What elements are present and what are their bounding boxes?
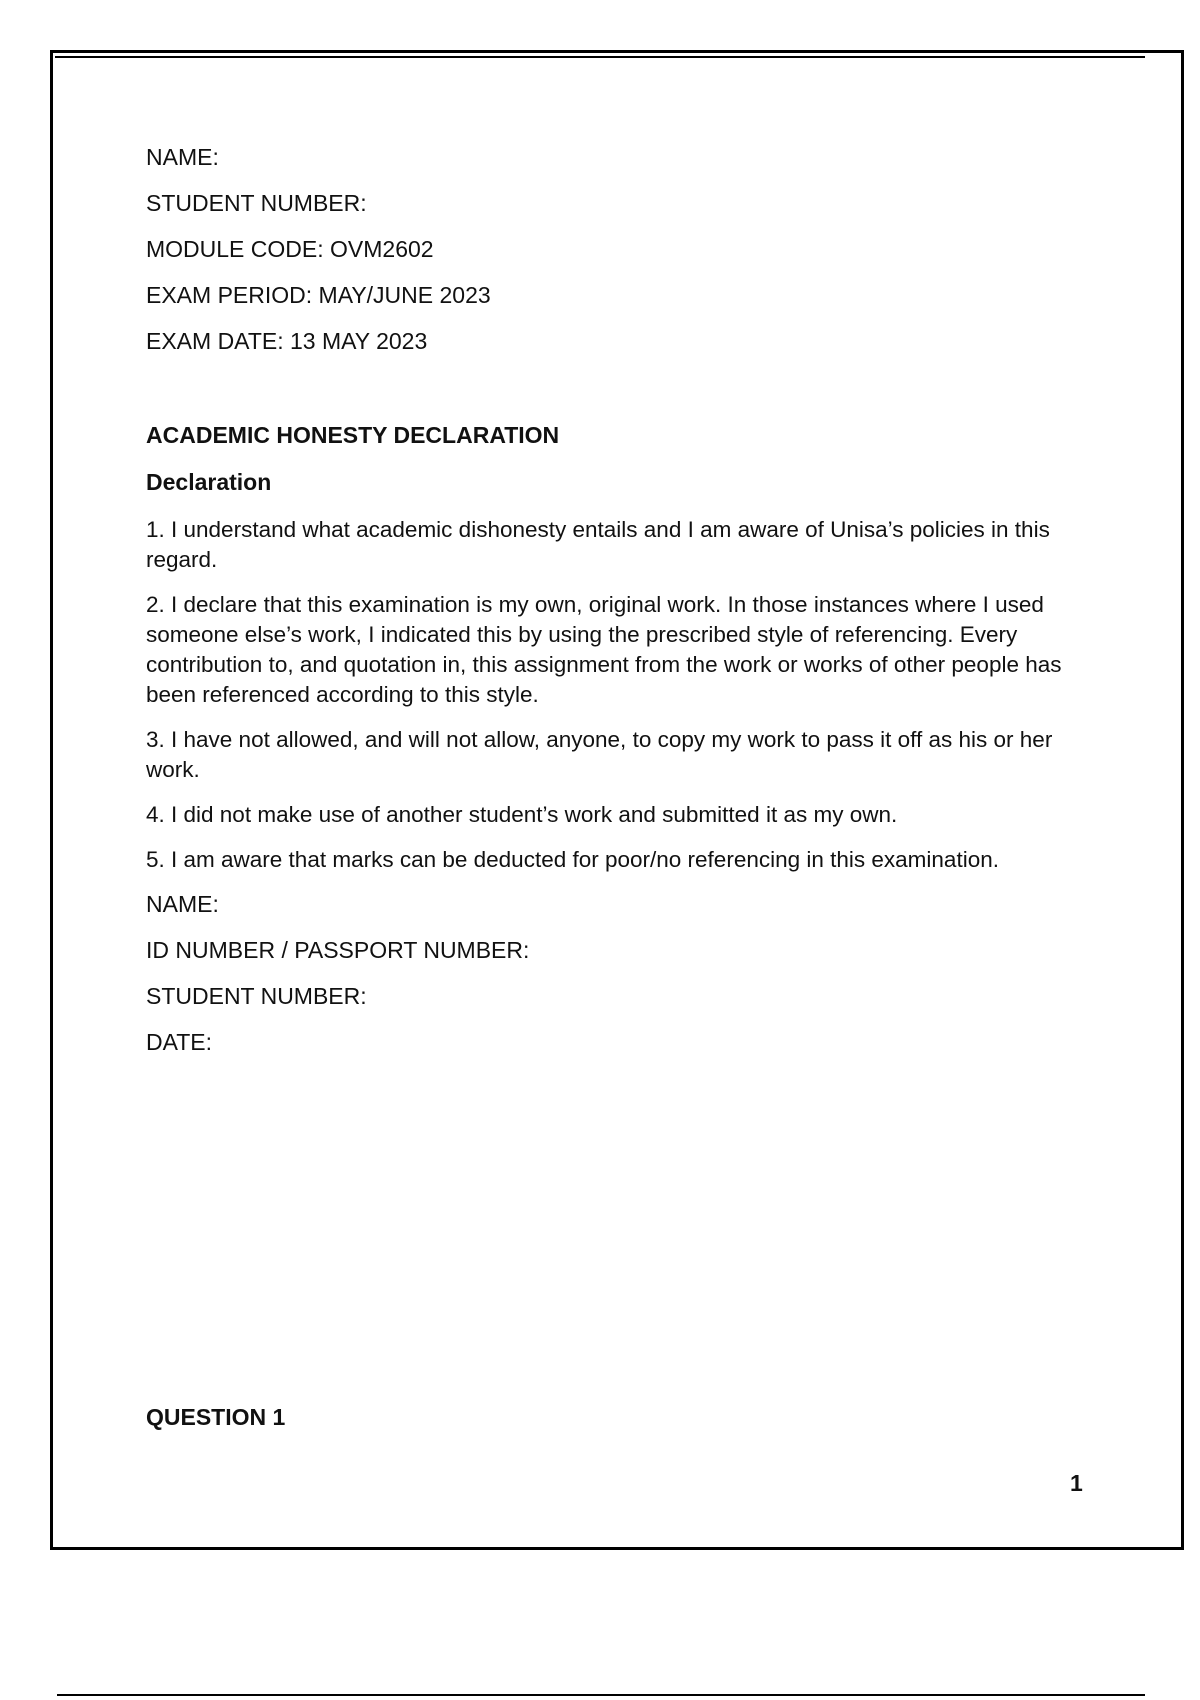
bottom-rule <box>57 1694 1145 1696</box>
page-number: 1 <box>1070 1470 1083 1496</box>
declaration-item: 4. I did not make use of another student’s work and submitted it as my own. <box>146 802 898 827</box>
exam-period-field: EXAM PERIOD: MAY/JUNE 2023 <box>146 282 491 308</box>
question-heading: QUESTION 1 <box>146 1404 286 1430</box>
declaration-title: ACADEMIC HONESTY DECLARATION <box>146 422 560 448</box>
name-field: NAME: <box>146 144 219 170</box>
signature-student-number-field: STUDENT NUMBER: <box>146 983 367 1009</box>
top-rule <box>55 56 1145 58</box>
date-field: DATE: <box>146 1029 213 1055</box>
id-passport-field: ID NUMBER / PASSPORT NUMBER: <box>146 937 530 963</box>
declaration-item: 5. I am aware that marks can be deducted for poor/no referencing in this examination. <box>146 847 999 872</box>
declaration-item: 3. I have not allowed, and will not allow, anyone, to copy my work to pass it off as his or her work. <box>146 727 1053 782</box>
signature-name-field: NAME: <box>146 891 219 917</box>
declaration-item: 1. I understand what academic dishonesty entails and I am aware of Unisa’s policies in this regard. <box>146 517 1050 572</box>
declaration-item: 2. I declare that this examination is my own, original work. In those instances where I used someone else’s work, I indicated this by using the prescribed style of referencing. Every contribution to, and quotation in, this assignment from the work or works of other people has been referenced according to this style. <box>146 592 1062 707</box>
document-body <box>146 143 1096 1074</box>
student-number-field: STUDENT NUMBER: <box>146 190 367 216</box>
module-code-field: MODULE CODE: OVM2602 <box>146 236 434 262</box>
exam-date-field: EXAM DATE: 13 MAY 2023 <box>146 328 428 354</box>
declaration-subtitle: Declaration <box>146 469 272 495</box>
